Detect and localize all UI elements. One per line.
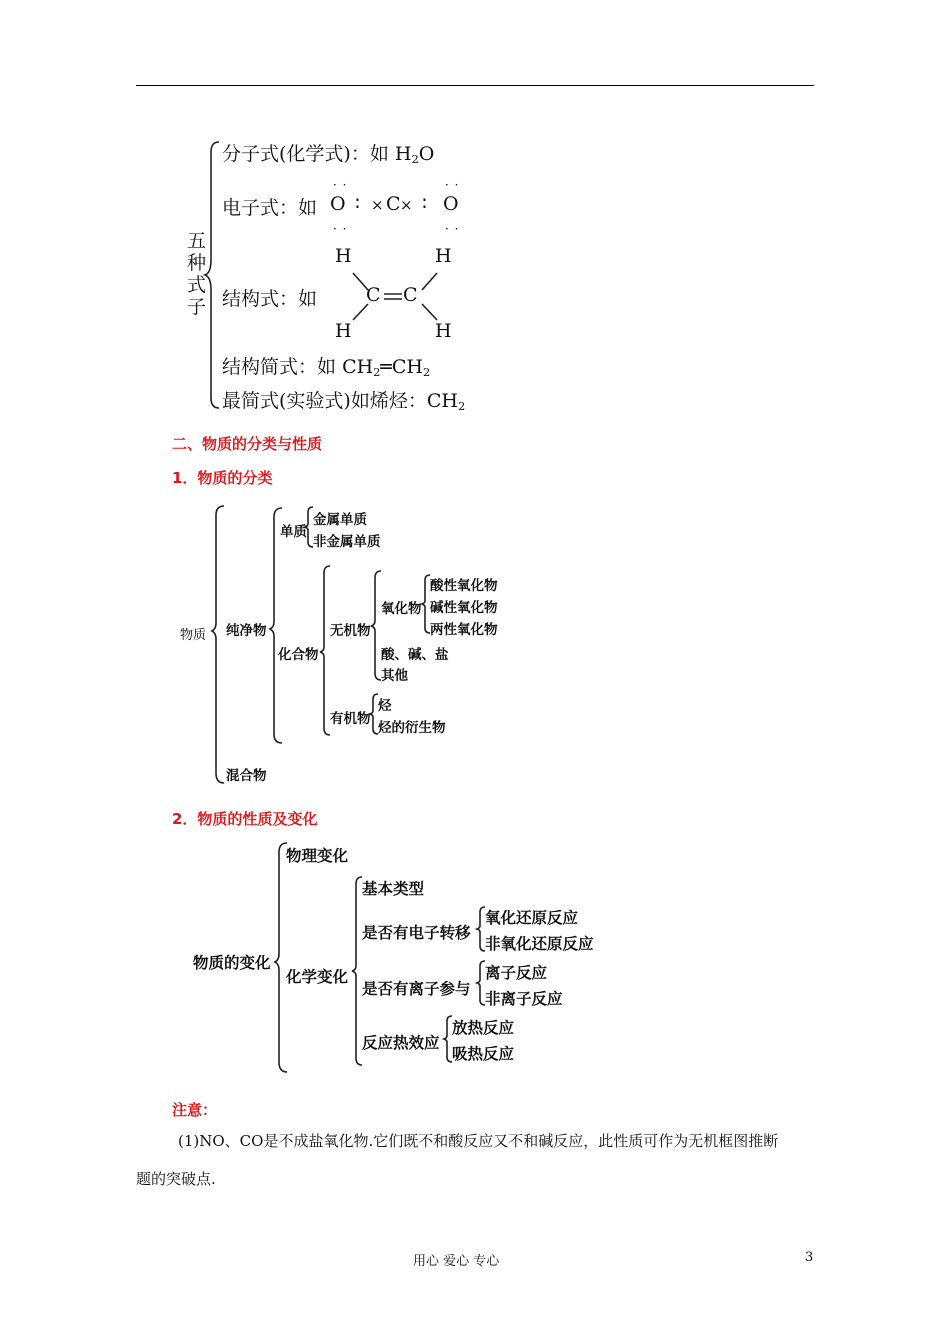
section-heading: 二、物质的分类与性质 [172, 435, 323, 453]
node-amphoteric-oxide: 两性氧化物 [430, 622, 498, 638]
node-basic-type: 基本类型 [362, 879, 425, 898]
molecular-formula-row: 分子式(化学式)：如 $H_2O$ [222, 143, 435, 166]
node-non-redox: 非氧化还原反应 [485, 934, 594, 953]
node-thermal: 反应热效应 [362, 1033, 440, 1052]
node-hydrocarbon-derivative: 烃的衍生物 [378, 720, 446, 736]
node-inorganic: 无机物 [330, 623, 371, 639]
node-basic-oxide: 碱性氧化物 [430, 600, 498, 616]
node-physical: 物理变化 [286, 846, 349, 865]
note-line-2: 题的突破点. [136, 1170, 216, 1188]
header-rule [136, 85, 814, 86]
group-label: 五 种 式 子 [187, 230, 207, 318]
node-pure: 纯净物 [226, 623, 267, 639]
node-mixture: 混合物 [226, 768, 267, 784]
node-exothermic: 放热反应 [452, 1018, 515, 1037]
page-number: 3 [805, 1250, 814, 1265]
properties-heading: 2．物质的性质及变化 [172, 810, 318, 828]
node-hydrocarbon: 烃 [378, 698, 392, 714]
node-endothermic: 吸热反应 [452, 1044, 515, 1063]
footer-motto: 用心 爱心 专心 [413, 1254, 500, 1269]
node-acid-base-salt: 酸、碱、盐 [381, 647, 449, 663]
simplest-formula-row: 最简式(实验式)如烯烃：$CH_2$ [222, 390, 466, 413]
node-others: 其他 [381, 668, 408, 684]
node-compound: 化合物 [278, 647, 319, 663]
node-change-root: 物质的变化 [193, 953, 271, 972]
node-organic: 有机物 [330, 711, 371, 727]
note-line-1: (1)NO、CO是不成盐氧化物.它们既不和酸反应又不和碱反应，此性质可作为无机框图推断 [178, 1132, 779, 1150]
node-element: 单质 [280, 524, 307, 540]
classification-heading: 1．物质的分类 [172, 469, 273, 487]
node-oxide: 氧化物 [381, 601, 422, 617]
node-metal-element: 金属单质 [313, 512, 367, 528]
node-chemical: 化学变化 [286, 967, 349, 986]
node-non-ionic: 非离子反应 [485, 989, 563, 1008]
electronic-formula-label: 电子式：如 [222, 197, 318, 219]
node-root: 物质 [180, 628, 207, 643]
structural-formula-label: 结构式：如 [222, 288, 318, 310]
node-redox: 氧化还原反应 [485, 908, 579, 927]
node-ion-participation: 是否有离子参与 [362, 979, 471, 998]
node-ionic: 离子反应 [485, 963, 548, 982]
note-heading: 注意： [172, 1101, 218, 1119]
node-electron-transfer: 是否有电子转移 [362, 923, 471, 942]
node-acidic-oxide: 酸性氧化物 [430, 578, 498, 594]
node-nonmetal-element: 非金属单质 [313, 534, 381, 550]
condensed-formula-row: 结构简式：如 $CH_2═CH_2$ [222, 356, 431, 379]
